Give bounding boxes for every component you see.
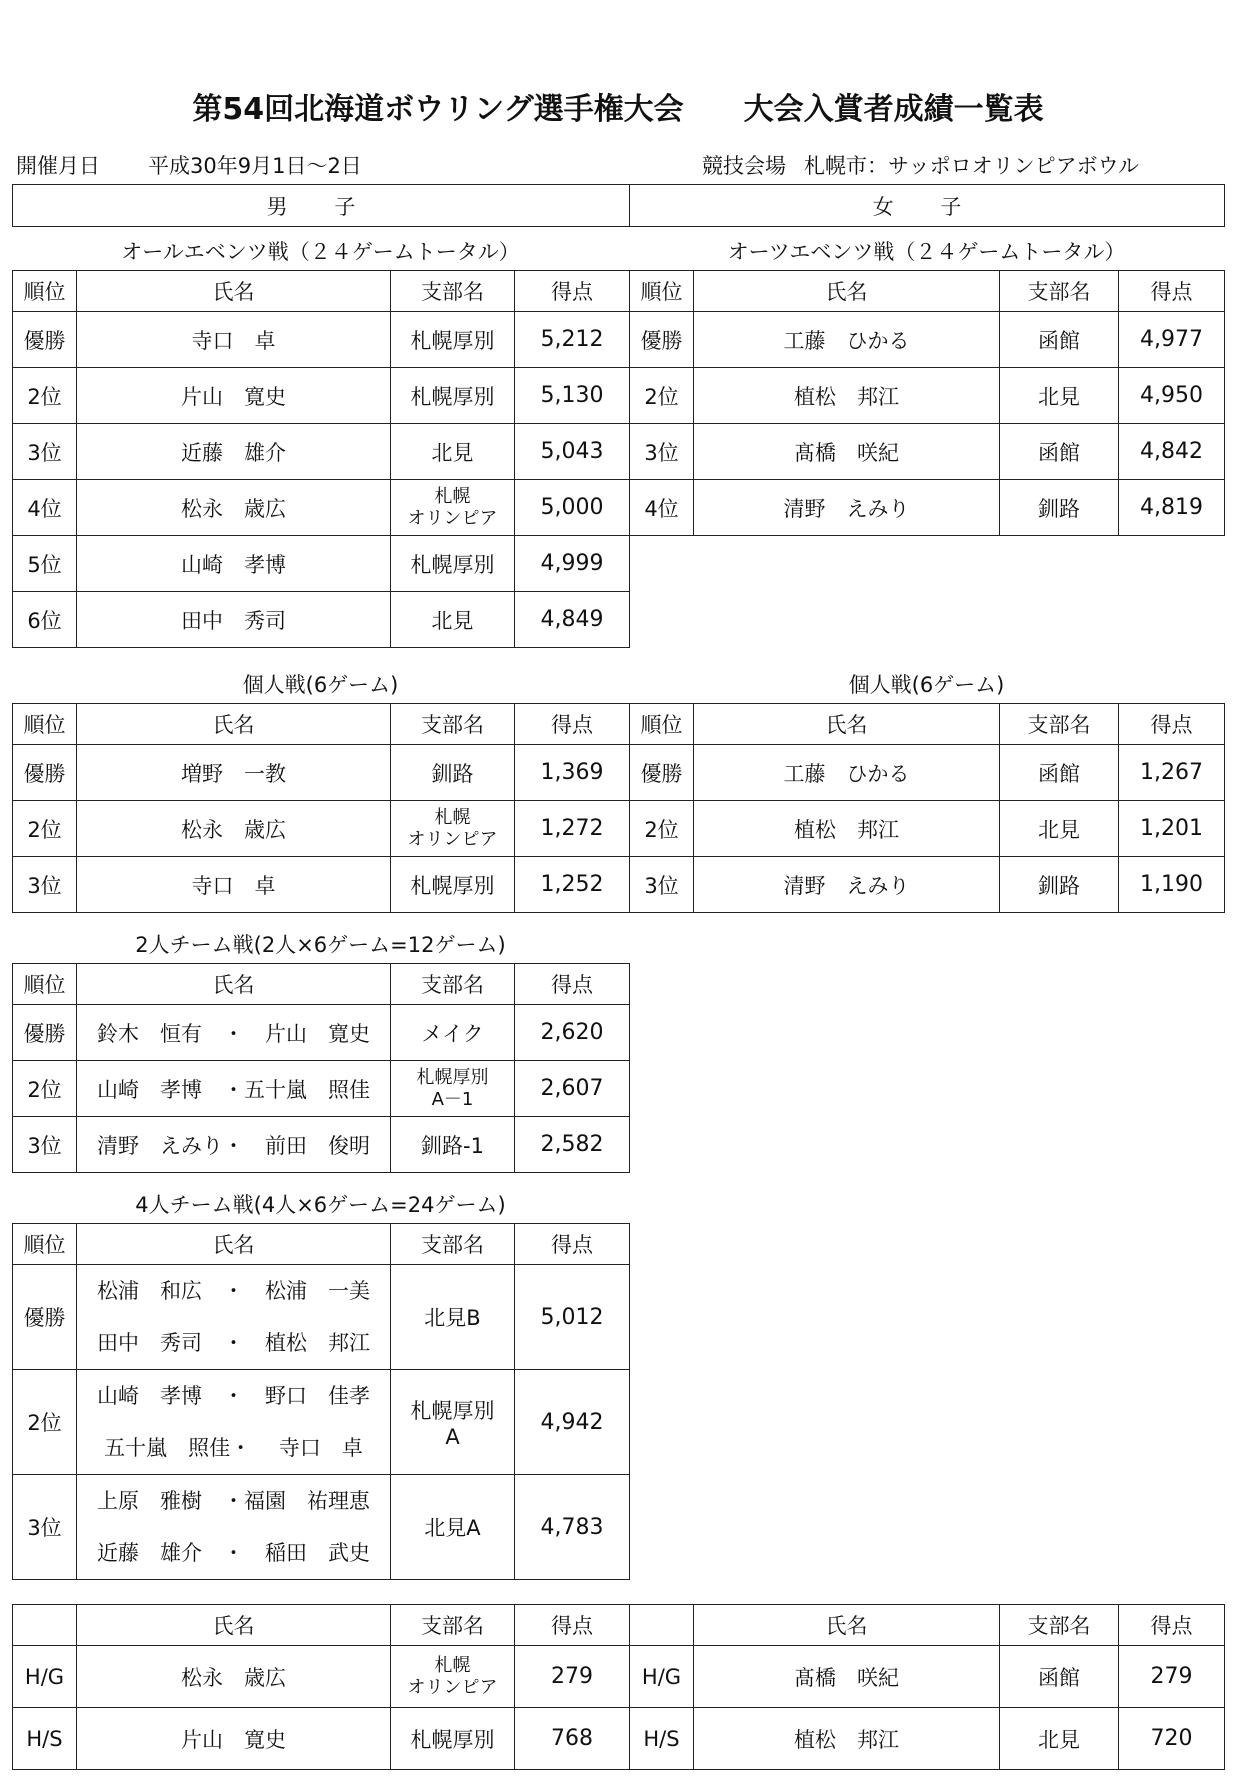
header-rank: 順位 — [13, 704, 77, 745]
header-branch: 支部名 — [1000, 1605, 1119, 1646]
score-cell: 720 — [1119, 1708, 1225, 1770]
date-label: 開催月日 — [16, 154, 100, 178]
page-title — [0, 84, 1236, 128]
award-label: H/S — [630, 1708, 694, 1770]
name-cell: 増野 一教 — [77, 745, 391, 801]
score-cell: 4,977 — [1119, 312, 1225, 368]
branch-cell: 函館 — [1000, 312, 1119, 368]
header-rank: 順位 — [13, 964, 77, 1005]
table-row — [13, 1117, 630, 1173]
rank-cell: 3位 — [630, 424, 694, 480]
individual-men-caption: 個人戦(6ゲーム) — [242, 673, 399, 697]
rank-cell: 優勝 — [630, 312, 694, 368]
team4-caption: 4人チーム戦(4人×6ゲーム=24ゲーム) — [135, 1193, 506, 1217]
header-rank: 順位 — [13, 1224, 77, 1265]
branch-line: A－1 — [431, 1088, 474, 1110]
venue-label: 競技会場 — [702, 154, 786, 178]
name-cell — [77, 1370, 391, 1475]
header-branch: 支部名 — [391, 1605, 515, 1646]
name-cell: 寺口 卓 — [77, 312, 391, 368]
branch-line: オリンピア — [407, 507, 498, 529]
branch-line: オリンピア — [407, 1676, 498, 1698]
score-cell: 5,043 — [515, 424, 630, 480]
branch-cell: 函館 — [1000, 745, 1119, 801]
table-row — [13, 801, 630, 857]
rank-cell: 2位 — [630, 368, 694, 424]
header-score: 得点 — [1119, 271, 1225, 312]
member-pair: 松浦 和広 ・ 松浦 一美 — [97, 1279, 370, 1303]
name-cell: 清野 えみり — [694, 857, 1000, 913]
branch-cell: 釧路 — [1000, 857, 1119, 913]
name-cell — [77, 1265, 391, 1370]
award-label: H/G — [630, 1646, 694, 1708]
name-cell: 片山 寛史 — [77, 368, 391, 424]
score-cell: 2,620 — [515, 1005, 630, 1061]
table-row — [13, 480, 630, 536]
name-cell: 片山 寛史 — [77, 1708, 391, 1770]
score-cell: 1,369 — [515, 745, 630, 801]
branch-cell: 北見 — [391, 424, 515, 480]
branch-line: 札幌 — [434, 485, 471, 507]
gender-header — [12, 184, 1225, 227]
branch-cell: メイク — [391, 1005, 515, 1061]
rank-cell: 2位 — [13, 801, 77, 857]
all-events-women-table — [629, 270, 1225, 536]
member-pair: 山崎 孝博 ・ 野口 佳孝 — [97, 1384, 370, 1408]
table-row — [630, 745, 1225, 801]
branch-line: 札幌 — [434, 806, 471, 828]
member-pair: 五十嵐 照佳・ 寺口 卓 — [104, 1436, 363, 1460]
branch-cell: 北見 — [391, 592, 515, 648]
team4-table — [12, 1223, 630, 1580]
header-name: 氏名 — [77, 964, 391, 1005]
rank-cell: 3位 — [13, 424, 77, 480]
branch-cell: 北見B — [391, 1265, 515, 1370]
name-cell: 松永 歳広 — [77, 801, 391, 857]
name-cell: 山崎 孝博 — [77, 536, 391, 592]
table-row — [13, 1708, 630, 1770]
rank-cell: 3位 — [13, 1117, 77, 1173]
table-row — [630, 368, 1225, 424]
rank-cell: 2位 — [13, 1370, 77, 1475]
score-cell: 1,252 — [515, 857, 630, 913]
name-cell: 植松 邦江 — [694, 1708, 1000, 1770]
header-rank: 順位 — [630, 704, 694, 745]
name-cell — [77, 1475, 391, 1580]
name-cell: 田中 秀司 — [77, 592, 391, 648]
score-cell: 5,000 — [515, 480, 630, 536]
header-score: 得点 — [1119, 704, 1225, 745]
name-cell: 工藤 ひかる — [694, 745, 1000, 801]
title-sub: 大会入賞者成績一覧表 — [743, 92, 1044, 127]
table-row — [13, 1265, 630, 1370]
header-branch: 支部名 — [1000, 704, 1119, 745]
date-value: 平成30年9月1日～2日 — [148, 154, 362, 178]
score-cell: 2,607 — [515, 1061, 630, 1117]
individual-women-caption: 個人戦(6ゲーム) — [848, 673, 1005, 697]
name-cell: 髙橋 咲紀 — [694, 424, 1000, 480]
men-label: 男 子 — [13, 185, 630, 227]
name-cell: 清野 えみり・ 前田 俊明 — [77, 1117, 391, 1173]
branch-line: A — [445, 1425, 460, 1449]
score-cell: 1,267 — [1119, 745, 1225, 801]
score-cell: 1,272 — [515, 801, 630, 857]
name-cell: 松永 歳広 — [77, 1646, 391, 1708]
header-rank: 順位 — [13, 271, 77, 312]
title-main: 第54回北海道ボウリング選手権大会 — [192, 92, 684, 127]
venue-value: 札幌市：サッポロオリンピアボウル — [804, 154, 1139, 178]
header-branch: 支部名 — [391, 704, 515, 745]
header-name: 氏名 — [77, 271, 391, 312]
rank-cell: 優勝 — [630, 745, 694, 801]
all-events-men-table — [12, 270, 630, 648]
header-blank — [13, 1605, 77, 1646]
individual-women-table — [629, 703, 1225, 913]
branch-line: 札幌厚別 — [410, 1399, 495, 1423]
table-row — [630, 312, 1225, 368]
branch-cell: 札幌厚別 — [391, 536, 515, 592]
score-cell: 4,942 — [515, 1370, 630, 1475]
award-label: H/S — [13, 1708, 77, 1770]
rank-cell: 優勝 — [13, 1265, 77, 1370]
women-label: 女 子 — [630, 185, 1225, 227]
table-row — [630, 480, 1225, 536]
rank-cell: 2位 — [630, 801, 694, 857]
score-cell: 4,819 — [1119, 480, 1225, 536]
header-name: 氏名 — [77, 704, 391, 745]
header-branch: 支部名 — [391, 964, 515, 1005]
table-row — [13, 1646, 630, 1708]
branch-cell — [391, 801, 515, 857]
name-cell: 工藤 ひかる — [694, 312, 1000, 368]
rank-cell: 6位 — [13, 592, 77, 648]
score-cell: 768 — [515, 1708, 630, 1770]
branch-cell: 釧路-1 — [391, 1117, 515, 1173]
table-row — [13, 312, 630, 368]
highs-men-table — [12, 1604, 630, 1770]
table-row — [13, 536, 630, 592]
score-cell: 5,130 — [515, 368, 630, 424]
name-cell: 植松 邦江 — [694, 368, 1000, 424]
rank-cell: 3位 — [630, 857, 694, 913]
header-branch: 支部名 — [391, 1224, 515, 1265]
score-cell: 279 — [1119, 1646, 1225, 1708]
table-row — [13, 857, 630, 913]
header-score: 得点 — [515, 271, 630, 312]
table-row — [630, 857, 1225, 913]
header-score: 得点 — [515, 964, 630, 1005]
branch-line: オリンピア — [407, 828, 498, 850]
header-score: 得点 — [515, 1224, 630, 1265]
header-score: 得点 — [515, 704, 630, 745]
header-blank — [630, 1605, 694, 1646]
score-cell: 5,012 — [515, 1265, 630, 1370]
branch-cell: 札幌厚別 — [391, 312, 515, 368]
branch-cell: 北見 — [1000, 801, 1119, 857]
header-score: 得点 — [1119, 1605, 1225, 1646]
header-name: 氏名 — [694, 704, 1000, 745]
score-cell: 5,212 — [515, 312, 630, 368]
rank-cell: 2位 — [13, 368, 77, 424]
rank-cell: 3位 — [13, 857, 77, 913]
table-row — [630, 801, 1225, 857]
rank-cell: 2位 — [13, 1061, 77, 1117]
header-branch: 支部名 — [391, 271, 515, 312]
table-row — [13, 745, 630, 801]
score-cell: 4,999 — [515, 536, 630, 592]
name-cell: 髙橋 咲紀 — [694, 1646, 1000, 1708]
table-row — [13, 1061, 630, 1117]
table-row — [13, 592, 630, 648]
score-cell: 1,201 — [1119, 801, 1225, 857]
score-cell: 2,582 — [515, 1117, 630, 1173]
branch-cell: 函館 — [1000, 1646, 1119, 1708]
branch-cell: 函館 — [1000, 424, 1119, 480]
branch-cell — [391, 1646, 515, 1708]
branch-cell: 北見 — [1000, 368, 1119, 424]
name-cell: 近藤 雄介 — [77, 424, 391, 480]
branch-cell: 釧路 — [391, 745, 515, 801]
header-name: 氏名 — [77, 1605, 391, 1646]
award-label: H/G — [13, 1646, 77, 1708]
rank-cell: 優勝 — [13, 1005, 77, 1061]
branch-cell — [391, 1061, 515, 1117]
rank-cell: 3位 — [13, 1475, 77, 1580]
name-cell: 松永 歳広 — [77, 480, 391, 536]
highs-women-table — [629, 1604, 1225, 1770]
header-score: 得点 — [515, 1605, 630, 1646]
name-cell: 植松 邦江 — [694, 801, 1000, 857]
table-row — [630, 424, 1225, 480]
member-pair: 田中 秀司 ・ 植松 邦江 — [97, 1331, 370, 1355]
branch-cell: 北見A — [391, 1475, 515, 1580]
name-cell: 清野 えみり — [694, 480, 1000, 536]
table-row — [13, 424, 630, 480]
doubles-caption: 2人チーム戦(2人×6ゲーム=12ゲーム) — [135, 933, 506, 957]
score-cell: 4,849 — [515, 592, 630, 648]
table-row — [13, 1005, 630, 1061]
score-cell: 1,190 — [1119, 857, 1225, 913]
all-events-men-caption: オールエベンツ戦（２４ゲームトータル） — [121, 240, 520, 264]
rank-cell: 優勝 — [13, 745, 77, 801]
branch-cell: 北見 — [1000, 1708, 1119, 1770]
score-cell: 4,842 — [1119, 424, 1225, 480]
branch-cell: 札幌厚別 — [391, 857, 515, 913]
header-name: 氏名 — [694, 1605, 1000, 1646]
header-name: 氏名 — [77, 1224, 391, 1265]
score-cell: 4,783 — [515, 1475, 630, 1580]
branch-line: 札幌 — [434, 1654, 471, 1676]
header-branch: 支部名 — [1000, 271, 1119, 312]
rank-cell: 5位 — [13, 536, 77, 592]
table-row — [13, 1475, 630, 1580]
member-pair: 近藤 雄介 ・ 稲田 武史 — [97, 1541, 370, 1565]
event-date — [16, 150, 362, 180]
name-cell: 山崎 孝博 ・五十嵐 照佳 — [77, 1061, 391, 1117]
table-row — [630, 1708, 1225, 1770]
table-row — [13, 1370, 630, 1475]
name-cell: 鈴木 恒有 ・ 片山 寛史 — [77, 1005, 391, 1061]
all-events-women-caption: オーツエベンツ戦（２４ゲームトータル） — [727, 240, 1126, 264]
table-row — [13, 368, 630, 424]
table-row — [630, 1646, 1225, 1708]
branch-line: 札幌厚別 — [416, 1066, 489, 1088]
rank-cell: 優勝 — [13, 312, 77, 368]
header-rank: 順位 — [630, 271, 694, 312]
branch-cell: 札幌厚別 — [391, 368, 515, 424]
individual-men-table — [12, 703, 630, 913]
score-cell: 4,950 — [1119, 368, 1225, 424]
member-pair: 上原 雅樹 ・福園 祐理恵 — [97, 1489, 370, 1513]
branch-cell — [391, 1370, 515, 1475]
score-cell: 279 — [515, 1646, 630, 1708]
branch-cell — [391, 480, 515, 536]
doubles-table — [12, 963, 630, 1173]
name-cell: 寺口 卓 — [77, 857, 391, 913]
header-name: 氏名 — [694, 271, 1000, 312]
event-venue — [702, 150, 1139, 180]
rank-cell: 4位 — [13, 480, 77, 536]
rank-cell: 4位 — [630, 480, 694, 536]
branch-cell: 釧路 — [1000, 480, 1119, 536]
branch-cell: 札幌厚別 — [391, 1708, 515, 1770]
